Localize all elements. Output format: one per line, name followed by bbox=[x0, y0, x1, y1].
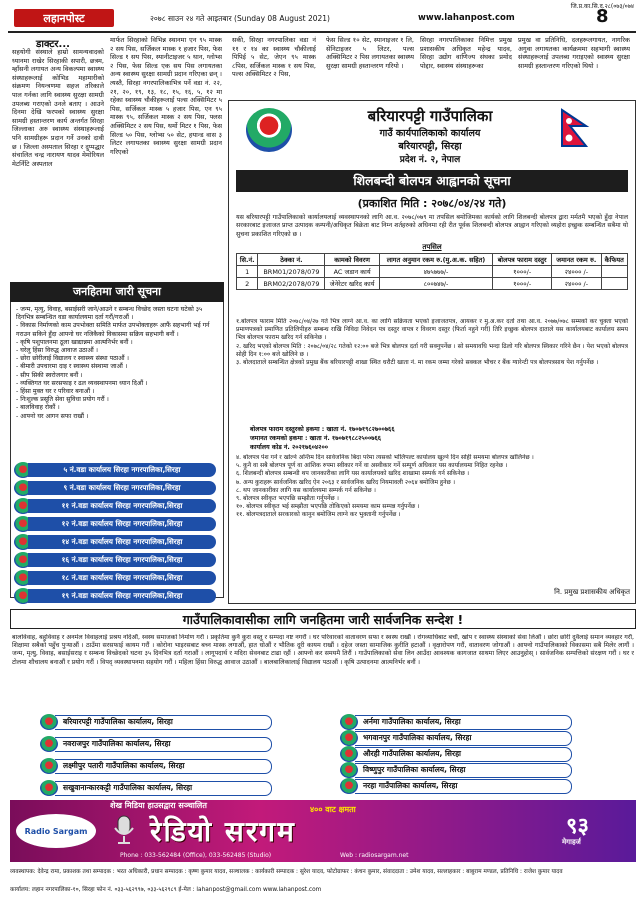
table-cell bbox=[601, 278, 627, 290]
tender-intro: यस बरियारपट्टी गाउँपालिकाको कार्यालयलाई व्यवस्थापनको लागि आ.व. २०७८/०७९ मा तपसिल बमोजिमका कार्यको लागि शिलबन्दी बोलपत्र द्वारा मर्मतमै भएको हुँदा नेपाल सरकारबाट इजाजत प्राप्त उत्पादक कम्पनी/अधिकृत बिक्रेता बाट निम्न शर्तहरुको अधिनमा रही रीत पूर्वक शिलबन्दी बोलपत्र आह्वान गरिएको व्यहोरा इच्छुक सम्बन्धित सबैमा यो सुचना प्रकाशित गरिएको छ । bbox=[236, 214, 628, 238]
ward-office-18 bbox=[14, 570, 216, 586]
office-label: नरहा गाउँपालिका कार्यालय, सिरहा bbox=[355, 779, 572, 794]
ward-office-label: ५ नं.वडा कार्यालय सिरहा नगरपालिका,सिरहा bbox=[28, 463, 216, 477]
tender-title: शिलबन्दी बोलपत्र आह्वानको सूचना bbox=[236, 170, 628, 192]
tender-place: बरियारपट्टी, सिरहा bbox=[398, 141, 462, 152]
office-label: भगवानपुर गाउँपालिका कार्यालय, सिरहा bbox=[355, 731, 572, 746]
registration-number: जि.प्र.का.सि.द.२८(०७३/०७४ bbox=[570, 3, 634, 10]
table-header-row bbox=[237, 254, 628, 266]
tender-signatory: नि. प्रमुख प्रशासकीय अधिकृत bbox=[554, 588, 630, 596]
office-laxmipur-patari bbox=[40, 758, 272, 774]
ward-office-14 bbox=[14, 534, 216, 550]
appeal-text: बालविवाह, बहुविवाह र अनमेल विवाहलाई प्रश्रय नदिऔं, स्वस्थ समाजको निर्माण गरौं । प्रकृतिमा कुनै कुरा वस्तु र सम्पदा नष्ट नगरौं । घर परिवारको वातावरण सफा र स्वस्थ राखौं । रोगव्याधिबाट बचौं, खोप र स्वास्थ्य संस्थाको सेवा लिऔं । छोरा छोरी दुवैलाई समान व्यवहार गरौं, शिक्षामा सबैको पहुँच पुर्‍याऔं । ठाउँमा सरसफाई कायम गरौं । कोरोना भाइरसबाट बच्न मास्क लगाऔं, हात धोऔं र भौतिक दूरी कायम राखौं । दहेज जस्ता सामाजिक कुरीति हटाऔं । वृक्षारोपण गरौं, वातावरण जोगाऔं । आफ्नो गाउँपालिकाको विकासमा सबै मिलेर लागौं । जन्म, मृत्यु, विवाह, बसाईसराइ र सम्बन्ध विच्छेदको घटना ३५ दिनभित्र दर्ता गराऔं । लागूपदार्थ र मदिरा सेवनबाट टाढा रहौं । आफ्नो कर समयमै तिरौं । गाउँपालिकाको सेवा लिन आउँदा आवश्यक कागजात साथमा लिएर आउनुहोस् । सार्वजनिक सम्पत्तिको संरक्षण गरौं । घर र टोलमा शौचालय बनाऔं र प्रयोग गरौं । विपद् व्यवस्थापनमा सहयोग गरौं । महिला हिंसा विरुद्ध आवाज उठाऔं । बालबालिकालाई विद्यालय पठाऔं । कृषि उत्पादनमा आत्मनिर्भर बनौं । bbox=[12, 634, 634, 666]
ward-office-label: १४ नं.वडा कार्यालय सिरहा नगरपालिका,सिरहा bbox=[28, 535, 216, 549]
radio-strap: शेख मिडिया हाउसद्वारा सञ्चालित bbox=[110, 801, 207, 810]
col-header: कैफियत bbox=[601, 254, 627, 266]
notice-item: - हिंसा मुक्त घर र परिवार बनाऔं । bbox=[16, 388, 95, 396]
office-nawarajpur bbox=[40, 736, 272, 752]
col-header: लागत अनुमान रकम रु.(मु.अ.क. सहित) bbox=[379, 254, 492, 266]
radio-logo: Radio Sargam bbox=[16, 814, 96, 848]
nepal-flag-icon bbox=[560, 108, 590, 148]
tender-office: गाउँ कार्यपालिकाको कार्यालय bbox=[379, 128, 481, 139]
office-bishnupur bbox=[340, 762, 572, 778]
table-row bbox=[237, 266, 628, 278]
table-cell: १०००/- bbox=[493, 278, 552, 290]
col-header: कामको विवरण bbox=[325, 254, 379, 266]
article-column-5: सिरहा नगरपालिकाका निमित्त प्रमुख प्रशासकीय अधिकृत महेन्द्र यादव, सिरहा उद्योग वाणिज्य संघका प्रमोद पोद्दार, स्वास्थ्य संस्थाहरूका bbox=[420, 36, 512, 70]
table-cell: ४७५७७७/- bbox=[379, 266, 492, 278]
footer-contact: कार्यालय: लहान नगरपालिका-१०, सिरहा फोन नं. ०३३-५६२९९७, ०३३-५६२९८९ ई-मेल : lahanpost@gmail.com www.lahanpost.com bbox=[10, 887, 322, 893]
radio-frequency: ९३ bbox=[566, 814, 589, 839]
tender-province: प्रदेश नं. २, नेपाल bbox=[399, 155, 461, 165]
notice-item: - व्यक्तिगत घर सरसफाइ र ढल व्यवस्थापनमा ध्यान दिऔं । bbox=[16, 379, 148, 387]
office-aurahi bbox=[340, 746, 572, 762]
article-column-1: सहयोगी संस्थाले हाम्रो सामन्यवादको ध्यानमा राखेर सिरहाकी सपारी, छत्रम, म्हाँसनी लगायत अन्य विकल्पमा स्वास्थ्य संस्थाहरूलाई कोभिड महामारीको संक्रमण नियन्त्रणमा सहज तरिकाले पाल गर्नका लागि स्वास्थ्य सुरक्षा सामग्री उपलब्ध गराएको उनले बताए । आउने दिनमा देखि फरपको स्वास्थ्य सुरक्षा सामग्री हस्तान्तरण कार्य अन्तर्गत सिरहा जिल्लाका अरु स्वास्थ्य संस्थाहरूलाई पनि सामग्रीहरू प्रदान गर्ने उनको दावी छ । जिल्ला अस्पताल सिरहा र दुप्पद्धार संचालित चन्द्र नारायण यादव मेमोरियल मेटर्निटि अस्पताल bbox=[12, 48, 104, 168]
col-header: ठेक्का नं. bbox=[258, 254, 325, 266]
notice-item: - निःशुल्क प्रसूति सेवा सुविधा प्रयोग गरौं । bbox=[16, 396, 109, 404]
office-arnama bbox=[340, 714, 572, 730]
bank-account: बोलपत्र फाराम दस्तुरको हकमा : खाता नं. १७०७१९८२७००७६६ bbox=[250, 426, 395, 433]
public-notice-list bbox=[16, 306, 218, 421]
notice-item: - बालविवाह रोकौं । bbox=[16, 404, 60, 412]
masthead-logo: लहानपोस्ट bbox=[14, 9, 114, 27]
table-cell: ८००७४७/- bbox=[379, 278, 492, 290]
issue-date: २०७८ साउन २४ गते आइतबार (Sunday 08 August 2021) bbox=[150, 14, 330, 23]
ward-office-12 bbox=[14, 516, 216, 532]
ward-office-5 bbox=[14, 462, 216, 478]
radio-web[interactable]: Web : radiosargam.net bbox=[340, 852, 409, 859]
radio-subtitle: ४०० वाट क्षमता bbox=[310, 805, 356, 814]
tender-conditions: १.बोलपत्र फाराम मिति २०७८/०४/२७ गते भित्र लाग्ने आ.व. का लागि सक्रियता भएको इजाजतपत्र, आयकर र मु.अ.कर दर्ता तथा आ.व. २०७७/०७८ सम्मको कर चुक्ता भएको प्रमाणपत्रको प्रमाणित प्रतिलिपीहरु सम्बन्ध राखि निविदा निवेदन पत्र दस्तुर वापत्र र विवरण दस्तुर (फिर्ता नहुने गरी) तिरि इच्छुक बोलपत्र दाताले यस कार्यालयबाट कार्यालय समय भित्र बोलपत्र फाराम खरिद गर्न सकिनेछ । २. खरिद भएको बोलपत्र मिति : २०७८/०४/२८ गतेको १२:०० बजे भित्र बोलपत्र दर्ता गरी सक्नुपर्नेछ । सो समयावधि भन्दा ढिलो गरि बोलपत्र स्विकार गरिने छैन । पेश भएको बोलपत्र सोही दिन १:०० बजे खोलिने छ । ३. बोलदाताले सम्बन्धित क्षेत्रको प्रमुख बैंक बरियारपट्टी शाखा स्थित धरौटी खाता नं. मा रकम जम्मा गरेको सक्कल भौचर र बैंक ग्यारेन्टी पत्र बोलपत्रसाथ पेश गर्नुपर्नेछ । bbox=[236, 318, 628, 367]
office-label: अर्नमा गाउँपालिका कार्यालय, सिरहा bbox=[355, 715, 572, 730]
col-header: जमानत रकम रु. bbox=[552, 254, 601, 266]
ward-office-9 bbox=[14, 480, 216, 496]
table-cell: AC जडान कार्य bbox=[325, 266, 379, 278]
table-cell: 1 bbox=[237, 266, 258, 278]
nepal-emblem-icon bbox=[246, 108, 292, 152]
table-cell: BRM02/2078/079 bbox=[258, 278, 325, 290]
table-cell bbox=[601, 266, 627, 278]
article-column-3: सकी, सिरहा नगरपालिका वडा नं ११ र १४ का स्वास्थ्य चौकीलाई पिपिई ५ सेट, जेएन ९५ मास्क ८पिस, सर्जिकल मास्क १ सय पिस, पल्स अक्सिमिटर २ पिस, bbox=[232, 36, 316, 79]
office-label: बरियारपट्टी गाउँपालिका कार्यालय, सिरहा bbox=[55, 715, 272, 730]
office-label: लक्ष्मीपुर पतारी गाउँपालिका कार्यालय, सिरहा bbox=[55, 759, 272, 774]
ward-office-19 bbox=[14, 588, 216, 604]
footer-credits: व्यवस्थापक: देवेन्द्र रामा, प्रकाशक तथा सम्पादक : भरत अधिकारी, प्रधान सम्पादक : कृष्ण कुमार यादव, सञ्चालक : कार्यकारी सम्पादक : सुरेश यादव, फोटोग्राफर : कंचन कुमार, संवाददाता : उमेश यादव, सल्लाहकार : बाबुराम मण्डल, प्रतिनिधि : राजेश कुमार यादव bbox=[10, 869, 563, 875]
ward-office-label: १९ नं.वडा कार्यालय सिरहा नगरपालिका,सिरहा bbox=[28, 589, 216, 603]
page-number: 8 bbox=[596, 6, 609, 27]
article-column-4: फेस सिल्ड १० सेट, स्यानाइजर १ लि, सेनिटाइजर ५ लिटर, पल्स अक्सिमिटर २ पिस लगायतका स्वास्थ्य सुरक्षा सामग्री हस्तान्तरण गरियो । bbox=[326, 36, 414, 70]
tender-more-conditions: ४. बोलपत्र पेश गर्ने र खोल्ने अन्तिम दिन सार्वजनिक बिदा परेमा त्यसको भोलिपल्ट कार्यालय खुल्ने दिन सोही समयमा बोलपत्र खोलिनेछ । ५. कुनै वा सबै बोलपत्र पूर्ण वा आंशिक रुपमा स्वीकार गर्ने वा अस्वीकार गर्ने सम्पूर्ण अधिकार यस कार्यालयमा निहित रहनेछ । ६. शिलबन्दी बोलपत्र सम्बन्धी थप जानकारीका लागि यस कार्यालयको खरिद शाखामा सम्पर्क गर्न सकिनेछ । ७. अन्य कुराहरू सार्वजनिक खरिद ऐन २०६३ र सार्वजनिक खरिद नियमावली २०६४ बमोजिम हुनेछ । ८. थप जानकारीका लागि यस कार्यालयमा सम्पर्क गर्न सकिनेछ । ९. बोलपत्र स्वीकृत भएपछि सम्झौता गर्नुपर्नेछ । १०. बोलपत्र स्वीकृत भई सम्झौता भएपछि तोकिएको समयमा काम सम्पन्न गर्नुपर्नेछ । ११. बोलपत्रदाताले सरकारको कानुन बमोजिम लाग्ने कर भुक्तानी गर्नुपर्नेछ । bbox=[236, 454, 534, 519]
office-label: विष्णुपुर गाउँपालिका कार्यालय, सिरहा bbox=[355, 763, 572, 778]
tender-published-date: (प्रकाशित मिति : २०७८/०४/२४ गते) bbox=[357, 197, 507, 210]
article-column-6: प्रमुख वा प्रतिनिधि, दलहरूलगायत, नागरिक अगुवा लगायतका कार्यक्रममा सहभागी स्वास्थ्य संस्थाहरूलाई उपलब्ध गराइएको स्वास्थ्य सुरक्षा सामग्री हस्तान्तरण गरिएको थियो । bbox=[518, 36, 630, 70]
radio-mhz: मेगाहर्ज bbox=[562, 838, 581, 846]
office-label: औरही गाउँपालिका कार्यालय, सिरहा bbox=[355, 747, 572, 762]
notice-item: - कृषि पशुपालनमा ठूला खाद्यान्नमा आत्मनिर्भर बनौं । bbox=[16, 338, 133, 346]
table-cell: १०००/- bbox=[493, 266, 552, 278]
article-heading: डाक्टर... bbox=[36, 39, 70, 50]
table-caption: तपसिल bbox=[422, 243, 442, 251]
ward-office-label: ९ नं.वडा कार्यालय सिरहा नगरपालिका,सिरहा bbox=[28, 481, 216, 495]
ward-office-label: १८ नं.वडा कार्यालय सिरहा नगरपालिका,सिरहा bbox=[28, 571, 216, 585]
microphone-icon bbox=[110, 814, 138, 846]
ward-office-label: ११ नं.वडा कार्यालय सिरहा नगरपालिका,सिरहा bbox=[28, 499, 216, 513]
notice-item: - घरेलु हिंसा विरुद्ध आवाज उठाऔं । bbox=[16, 347, 98, 355]
office-naraha bbox=[340, 778, 572, 794]
radio-name: रेडियो सरगम bbox=[150, 815, 296, 848]
col-header: बोलपत्र फाराम दस्तुर bbox=[493, 254, 552, 266]
office-code: कार्यालय कोड नं. २०२१७६०४२०० bbox=[250, 444, 328, 451]
notice-item: - जन्म, मृत्यु, विवाह, बसाईसरी जाने/आउने र सम्बन्ध विच्छेद जस्ता घटना घटेको ३५ दिनभित्र सम्बन्धित वडा कार्यालयमा दर्ता गरौं/गराऔं । bbox=[16, 306, 203, 322]
office-bariyarpatti bbox=[40, 714, 272, 730]
ward-office-label: १६ नं.वडा कार्यालय सिरहा नगरपालिका,सिरहा bbox=[28, 553, 216, 567]
table-cell: २४००० /- bbox=[552, 278, 601, 290]
table-cell: BRM01/2078/079 bbox=[258, 266, 325, 278]
table-row bbox=[237, 278, 628, 290]
notice-item: - विकास निर्माणको काम उपभोक्ता समिति मार्फत उपभोक्ताहरू आफैं सहभागी भई गर्न गराउन सकिने हुँदा आफ्नो घर नजिकैको विकासमा सक्रिय सहभागी बनौं । bbox=[16, 322, 210, 338]
office-sakhuwanankarkatti bbox=[40, 780, 272, 796]
radio-advertisement bbox=[10, 800, 636, 862]
website[interactable]: www.lahanpost.com bbox=[418, 13, 515, 23]
notice-item: - छोरा छोरीलाई विद्यालय र स्वास्थ्य संस्था पठाऔं । bbox=[16, 355, 129, 363]
table-cell: 2 bbox=[237, 278, 258, 290]
ward-office-16 bbox=[14, 552, 216, 568]
office-label: नवराजपुर गाउँपालिका कार्यालय, सिरहा bbox=[55, 737, 272, 752]
tender-org-name: बरियारपट्टी गाउँपालिका bbox=[367, 107, 493, 125]
notice-item: - सीप सिकी स्वरोजगार बनौं । bbox=[16, 371, 83, 379]
radio-phone: Phone : 033-562484 (Office), 033-562485 (Studio) bbox=[120, 852, 272, 859]
tender-table bbox=[236, 253, 628, 290]
appeal-header: गाउँपालिकावासीका लागि जनहितमा जारी सार्वजनिक सन्देश ! bbox=[10, 609, 636, 629]
ward-office-label: १२ नं.वडा कार्यालय सिरहा नगरपालिका,सिरहा bbox=[28, 517, 216, 531]
office-bhagwanpur bbox=[340, 730, 572, 746]
article-column-2: मार्फत सिरहाको विभिन्न स्थानमा एन ९५ मास्क २ सय पिस, सर्जिकल मास्क १ हजार पिस, फेस सिल्ड १ सय पिस, स्यानीटाइजर ५ थान, ग्लोभ्स २ पिस, फेस सिल्ड एक सय पिस लगायतका अन्य स्वास्थ्य सुरक्षा सामग्री प्रदान गरिएका छन् । त्यस्तै, सिरहा नगरपालिकाभित्र पर्ने वडा नं. २२, २१, २०, १९, १३, १८, १५, १६, ५, १२ मा रहेका स्वास्थ्य चौकीहरूलाई पल्स अक्सिमिटर ५ पिस, सर्जिकल मास्क ५ हजार पिस, एन ९५ मास्क ९५, सर्जिकल मास्क २ सय पिस, फ्लस अक्सिमिटर २ सय पिस, थर्मो मिटर १ पिस, फेस सिल्ड ५० पिस, ग्लोभ्स ५० सेट, हयान्ड वास ३ लिटर लगायतका स्वास्थ्य सुरक्षा सामग्री प्रदान गरिएको bbox=[110, 36, 222, 156]
office-label: सखुवानान्कारकट्टी गाउँपालिका कार्यालय, सिरहा bbox=[55, 781, 272, 796]
table-cell: २४००० /- bbox=[552, 266, 601, 278]
ward-office-11 bbox=[14, 498, 216, 514]
table-cell: जेनेरेटर खरिद कार्य bbox=[325, 278, 379, 290]
notice-item: - बीमारी उपचारमा दाइ र स्वास्थ्य संस्थामा जाऔं । bbox=[16, 363, 128, 371]
public-notice-header: जनहितमा जारी सूचना bbox=[10, 282, 224, 302]
col-header: सि.नं. bbox=[237, 254, 258, 266]
deposit-account: जमानत रकमको हकमा : खाता नं. १७०७१९८८२५००७६६ bbox=[250, 435, 382, 442]
notice-item: - आफ्नो घर आगन सफा राखौं । bbox=[16, 412, 89, 420]
